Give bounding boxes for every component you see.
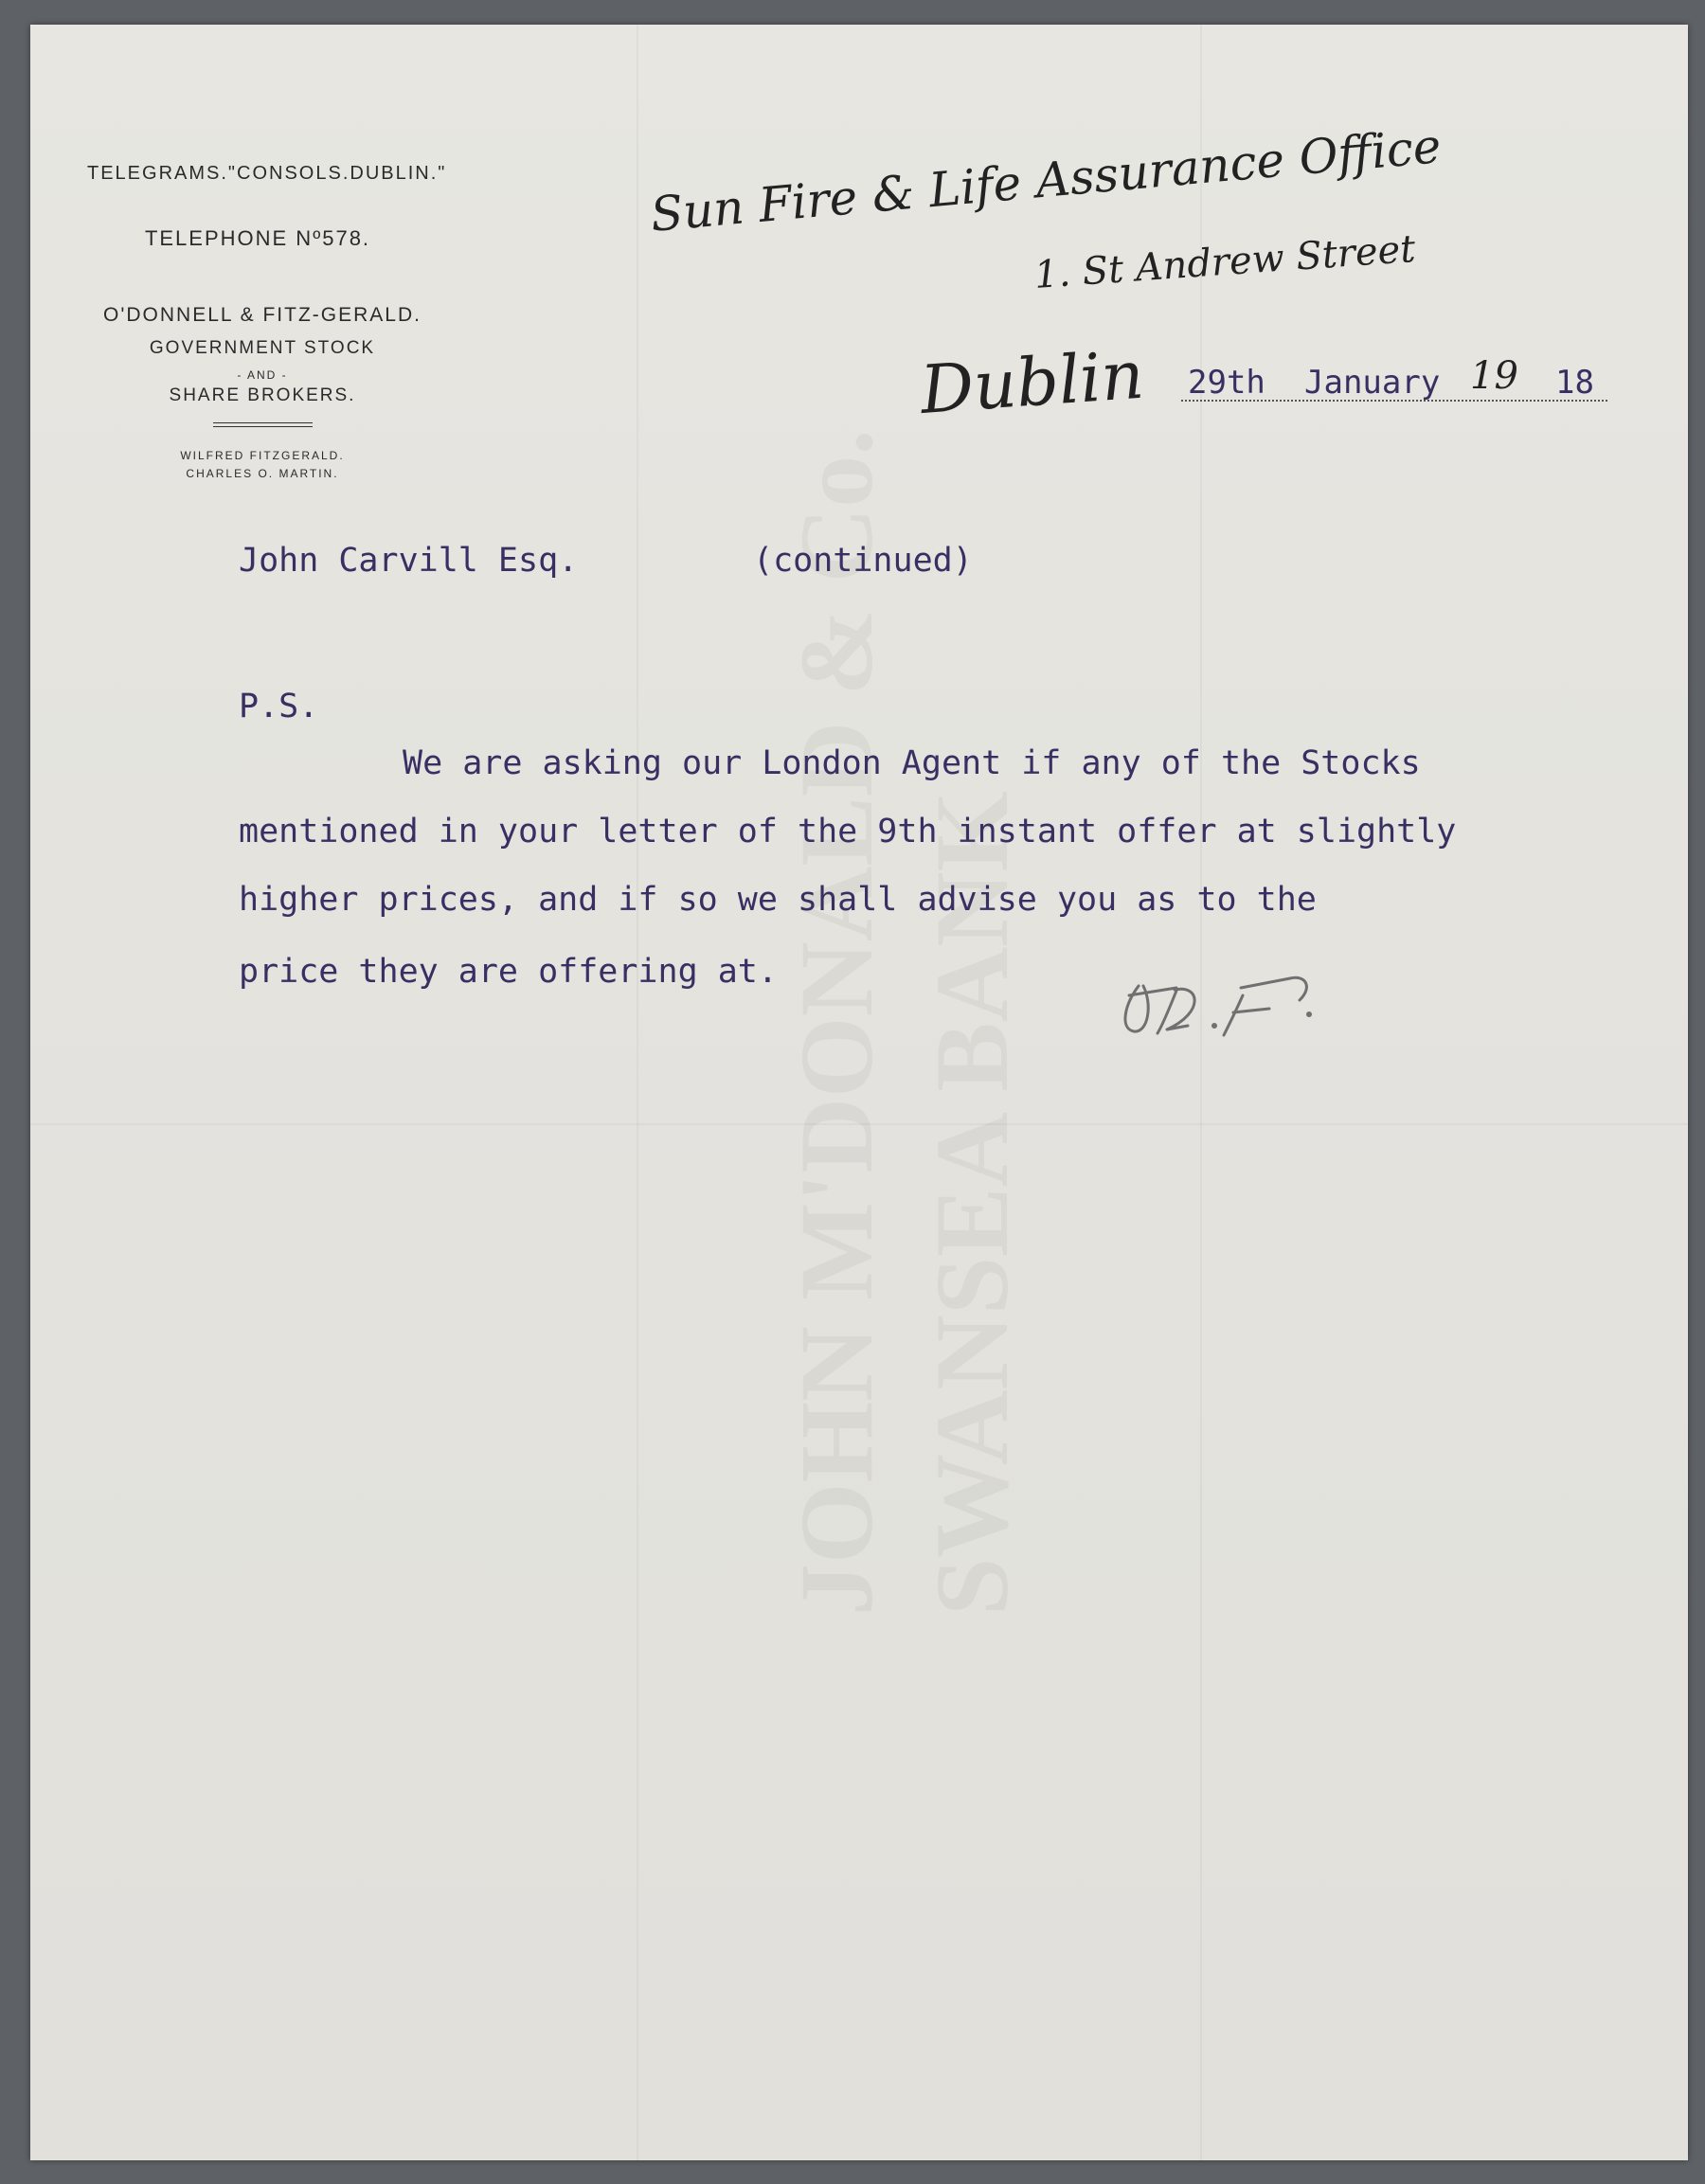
partner-name: WILFRED FITZGERALD. [180,449,345,462]
divider [213,422,313,423]
fold-crease [637,25,638,2160]
body-line: mentioned in your letter of the 9th instant offer at slightly [239,813,1457,850]
office-name: Sun Fire & Life Assurance Office [648,118,1444,242]
firm-name: O'DONNELL & FITZ-GERALD. [103,304,422,326]
date-dotted-line [1181,400,1607,402]
letter-sheet [30,25,1688,2160]
fold-crease [30,1123,1688,1125]
street-address: 1. St Andrew Street [1032,226,1417,297]
divider [213,426,313,427]
continued-note: (continued) [753,542,973,580]
body-line: higher prices, and if so we shall advise you as to the [239,881,1317,919]
date-century: 19 [1470,354,1518,398]
fold-crease [1200,25,1202,2160]
firm-description-and: - AND - [237,368,288,382]
firm-description-share: SHARE BROKERS. [169,385,356,405]
telephone-line: TELEPHONE Nº578. [144,226,371,250]
addressee: John Carvill Esq. [239,542,579,580]
date-day: 29th [1188,364,1265,402]
firm-description: GOVERNMENT STOCK [149,338,376,358]
city-name: Dublin [918,335,1147,429]
date-month: January [1304,364,1441,402]
body-line: price they are offering at. [239,953,778,991]
partner-name: CHARLES O. MARTIN. [186,467,339,480]
postscript-label: P.S. [239,688,319,725]
body-line: We are asking our London Agent if any of the Stocks [403,744,1421,782]
date-year: 18 [1555,364,1594,402]
handwritten-initials [1110,967,1333,1043]
telegrams-line: TELEGRAMS."CONSOLS.DUBLIN." [87,163,447,184]
